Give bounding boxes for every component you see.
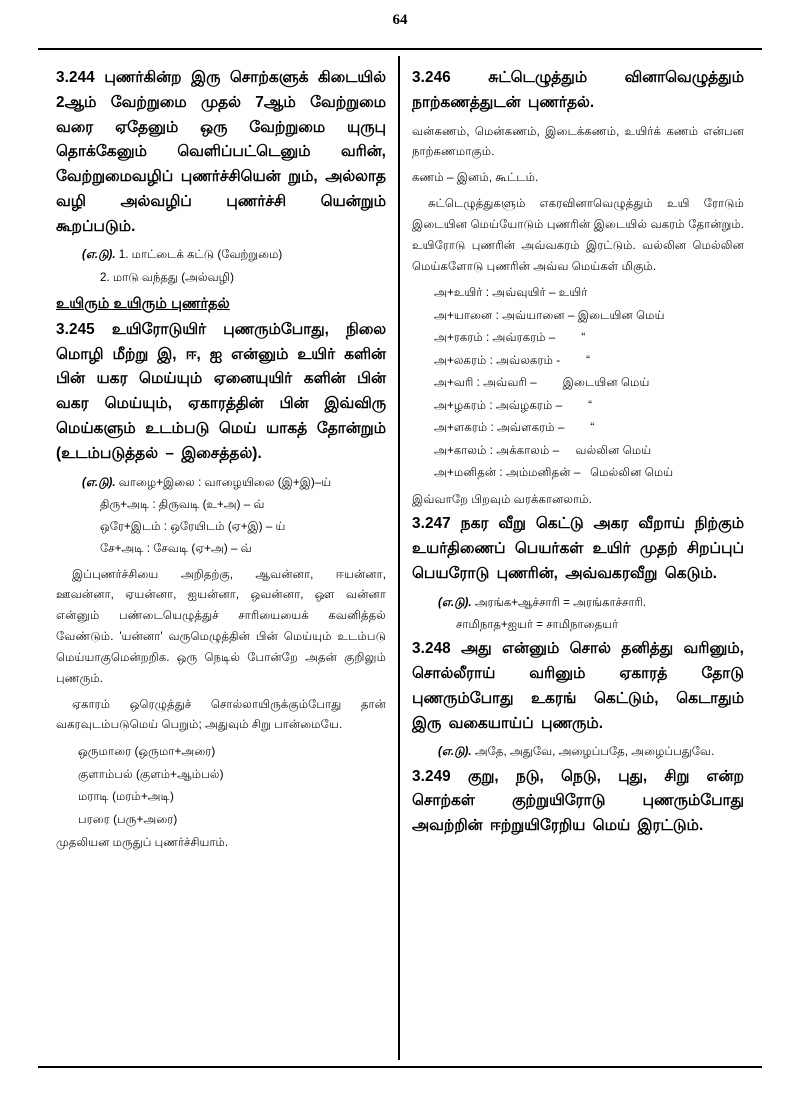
example-3245-1: [56, 473, 386, 493]
example-label: (எ.டு).: [82, 248, 116, 262]
example-text: அரங்க+ஆச்சாரி = அரங்காச்சாரி.: [474, 595, 647, 609]
example-text: வாழை+இலை : வாழையிலை (இ+இ)–ய்: [118, 475, 332, 489]
table-row: அ+உயிர் : அவ்வுயிர் – உயிர்: [434, 286, 588, 300]
list-item: பரரை (பரு+அரை): [78, 812, 178, 826]
sutra-3245: 3.245 உயிரோடுயிர் புணரும்போது, நிலை மொழி மீற்று இ, ஈ, ஐ என்னும் உயிர் களின் பின் யகர மெய்யும் ஏனையுயிர் களின் பின் வகர மெய்யும், ஏகாரத்தின் பின் இவ்விரு மெய்களும் உடம்படு மெய் யாகத் தோன்றும் (உடம்படுத்தல் – இசைத்தல்).: [56, 320, 386, 462]
page-number: 64: [392, 12, 408, 28]
table-row: அ+வரி : அவ்வரி – இடையின மெய்: [434, 376, 650, 390]
table-row: அ+ரகரம் : அவ்ரகரம் – “: [434, 331, 586, 345]
two-column-layout: [44, 56, 756, 1060]
example-3245-3: ஒரே+இடம் : ஒரேயிடம் (ஏ+இ) – ய்: [100, 520, 286, 534]
paragraph-left-2: ஏகாரம் ஒரெழுத்துச் சொல்லாயிருக்கும்போது தான் வகரவுடம்படுமெய் பெறும்; அதுவும் சிறு பான்மையே.: [56, 697, 386, 732]
word-list-left: [56, 741, 386, 831]
example-label: (எ.டு).: [438, 745, 472, 759]
example-label: (எ.டு).: [82, 475, 116, 489]
table-row: அ+ழகரம் : அவ்ழகரம் – “: [434, 398, 592, 412]
table-note: இவ்வாறே பிறவும் வரக்கானலாம்.: [412, 492, 592, 506]
example-label: (எ.டு).: [438, 595, 472, 609]
example-3247-1: [412, 593, 744, 613]
example-text: 1. மாட்டைக் கட்டு (வேற்றுமை): [118, 248, 283, 262]
paragraph-right-3: சுட்டெழுத்துகளும் எகரவினாவெழுத்தும் உயி ரோடும் இடையின மெய்யோடும் புணரின் இடையில் வகரம் தோன்றும். உயிரோடு புணரின் அவ்வகரம் இரட்டும். வல்லின மெல்லின மெய்களோடு புணரின் அவ்வ மெய்கள் மிகும்.: [412, 197, 744, 273]
section-heading-uyirum: உயிரும் உயிரும் புணர்தல்: [56, 295, 230, 312]
left-column: [44, 56, 400, 1060]
paragraph-left-1: இப்புணர்ச்சியை அறிதற்கு, ஆவன்னா, ஈயன்னா, ஊவன்னா, ஏயன்னா, ஐயன்னா, ஒவன்னா, ஔ வன்னா என்னும் பண்டையெழுத்துச் சாரியையைக் கவனித்தல் வேண்டும். 'யன்னா' வருமெழுத்தின் பின் மெய்யும் உடம்படு மெய்யாகுமென்றறிக. ஒரு நெடில் போன்றே அதன் குறிலும் புணரும்.: [56, 567, 386, 685]
right-column: [400, 56, 756, 1060]
example-3247-2: சாமிநாத+ஐயர் = சாமிநாதையர்: [456, 617, 619, 631]
sutra-3249: 3.249 குறு, நடு, நெடு, புது, சிறு என்ற சொற்கள் குற்றுயிரோடு புணரும்போது அவற்றின் ஈற்றுயிரேறிய மெய் இரட்டும்.: [412, 767, 744, 835]
example-3248-1: [412, 742, 744, 762]
sutra-3247: 3.247 நகர வீறு கெட்டு அகர வீறாய் நிற்கும் உயர்திணைப் பெயர்கள் உயிர் முதற் சிறப்புப் பெயரோடு புணரின், அவ்வகரவீறு கெடும்.: [412, 515, 744, 582]
list-closing-note: முதலியன மருதுப் புணர்ச்சியாம்.: [56, 836, 229, 850]
table-row: அ+மனிதன் : அம்மனிதன் – மெல்லின மெய்: [434, 466, 674, 480]
example-3245-4: சே+அடி : சேவடி (ஏ+அ) – வ்: [100, 542, 252, 556]
paragraph-right-2: கணம் – இனம், கூட்டம்.: [412, 171, 539, 185]
example-3245-2: திரு+அடி : திருவடி (உ+அ) – வ்: [100, 497, 265, 511]
table-row: அ+லகரம் : அவ்லகரம் - “: [434, 353, 590, 367]
list-item: ஒருமாரை (ஒருமா+அரை): [78, 745, 216, 759]
table-row: அ+யானை : அவ்யானை – இடையின மெய்: [434, 308, 665, 322]
example-3244-1: [56, 245, 386, 265]
list-item: குளாம்பல் (குளம்+ஆம்பல்): [78, 767, 224, 781]
table-row: அ+காலம் : அக்காலம் – வல்லின மெய்: [434, 443, 652, 457]
example-3244-2: 2. மாடு வந்தது (அல்வழி): [100, 270, 234, 284]
sandhi-table: [412, 282, 744, 484]
list-item: மராடி (மரம்+அடி): [78, 790, 174, 804]
sutra-3244: 3.244 புணர்கின்ற இரு சொற்களுக் கிடையில் 2ஆம் வேற்றுமை முதல் 7ஆம் வேற்றுமை வரை ஏதேனும் ஒரு வேற்றுமை யுருபு தொக்கேனும் வெளிப்பட்டெனும் வரின், வேற்றுமைவழிப் புணர்ச்சியென் றும், அல்லாத வழி அல்வழிப் புணர்ச்சி யென்றும் கூறப்படும்.: [56, 69, 386, 235]
example-text: அதே, அதுவே, அழைப்பதே, அழைப்பதுவே.: [474, 745, 715, 759]
sutra-3248: 3.248 அது என்னும் சொல் தனித்து வரினும், சொல்லீராய் வரினும் ஏகாரத் தோடு புணரும்போது உகரங் கெட்டும், கெடாதும் இரு வகையாய்ப் புணரும்.: [412, 640, 744, 732]
table-row: அ+ளகரம் : அவ்ளகரம் – “: [434, 421, 595, 435]
sutra-3246: 3.246 சுட்டெழுத்தும் வினாவெழுத்தும் நாற்கணத்துடன் புணர்தல்.: [412, 69, 744, 111]
paragraph-right-1: வன்கணம், மென்கணம், இடைக்கணம், உயிர்க் கணம் என்பன நாற்கணமாகும்.: [412, 124, 744, 159]
